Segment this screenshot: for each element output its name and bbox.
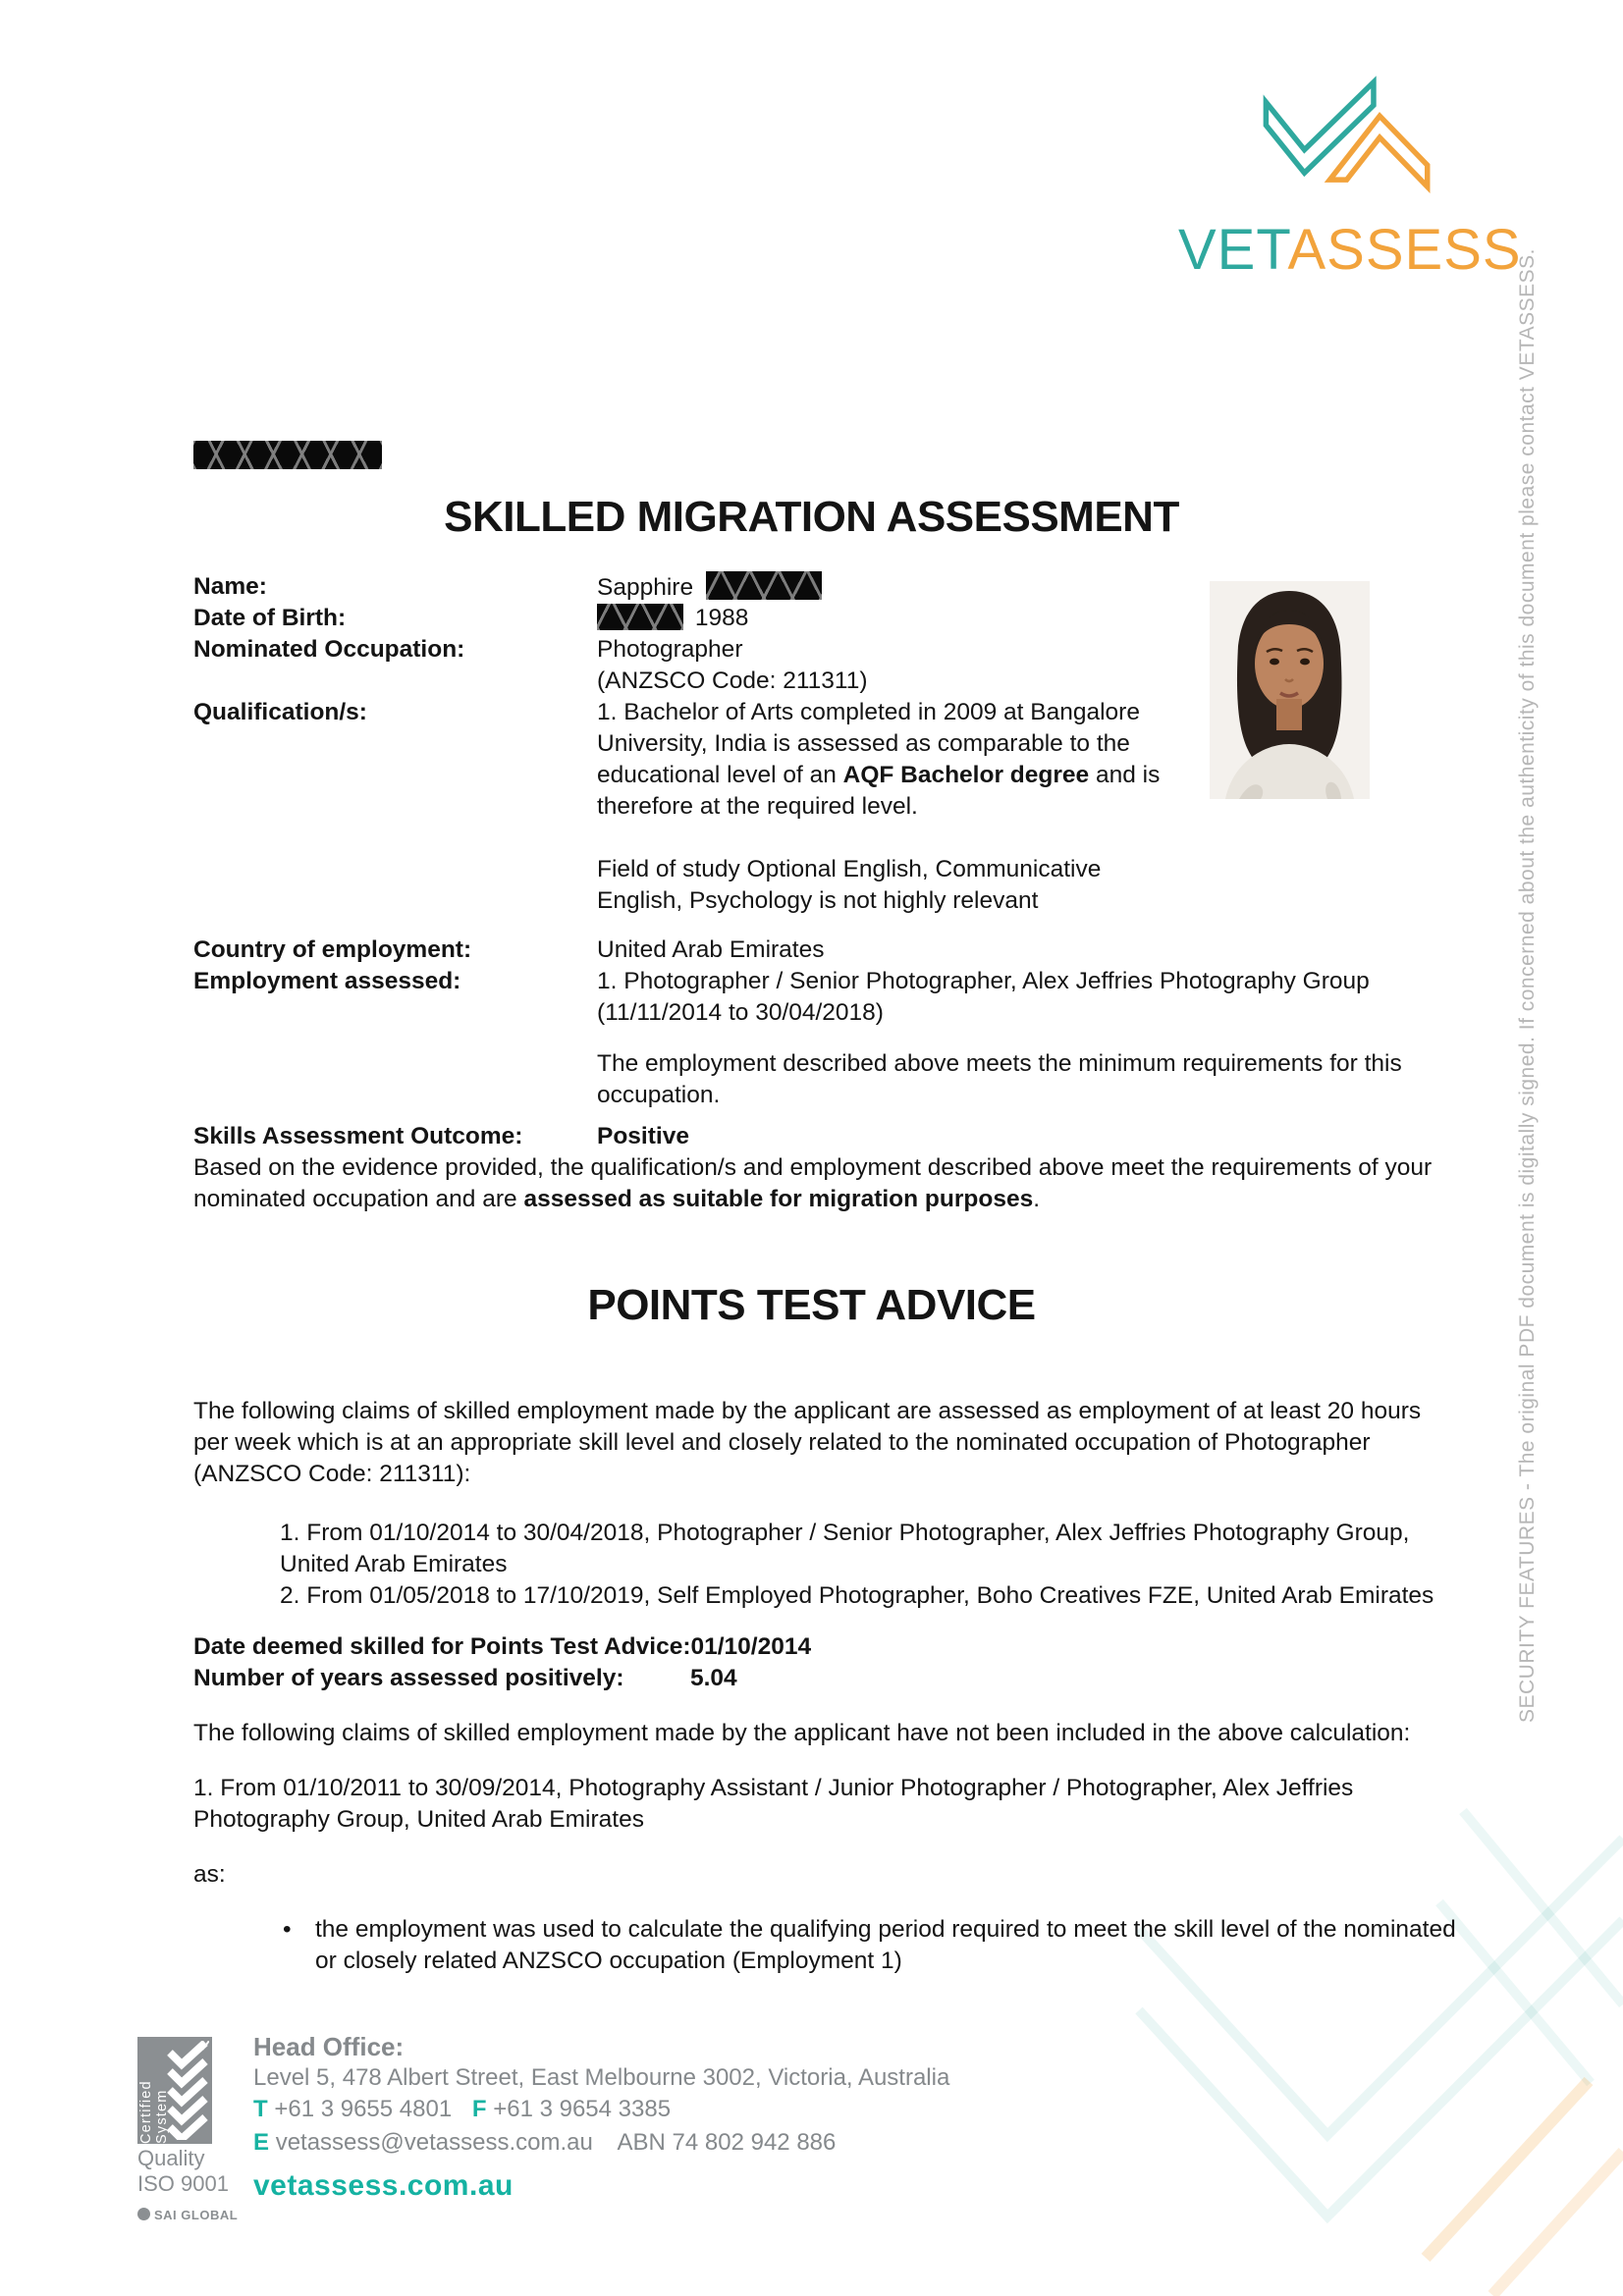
qualification-label: Qualification/s: — [193, 699, 367, 725]
phone-t-value: +61 3 9655 4801 — [274, 2096, 453, 2122]
employment-note-line: occupation. — [597, 1082, 721, 1108]
phone-row — [253, 2096, 671, 2123]
claim-item-line: United Arab Emirates — [280, 1551, 508, 1577]
employment-line: 1. Photographer / Senior Photographer, Alex Jeffries Photography Group — [597, 968, 1370, 994]
certified-system-badge — [137, 2037, 212, 2144]
claim-item-line: 1. From 01/10/2014 to 30/04/2018, Photographer / Senior Photographer, Alex Jeffries Photography Group, — [280, 1520, 1410, 1546]
occupation-value: Photographer — [597, 636, 743, 663]
outcome-paragraph-line: nominated occupation and are assessed as suitable for migration purposes. — [193, 1186, 1041, 1212]
years-label: Number of years assessed positively: — [193, 1665, 624, 1691]
vetassess-wordmark — [1178, 217, 1522, 283]
employment-line: (11/11/2014 to 30/04/2018) — [597, 999, 884, 1026]
phone-f-icon: F — [471, 2096, 487, 2122]
qualification-line: University, India is assessed as comparable to the — [597, 730, 1130, 757]
vetassess-logo-icon — [1257, 80, 1434, 202]
date-deemed-label: Date deemed skilled for Points Test Advice: — [193, 1633, 691, 1660]
dob-year-text: 1988 — [694, 605, 749, 631]
outcome-label: Skills Assessment Outcome: — [193, 1123, 523, 1149]
qualification-line: 1. Bachelor of Arts completed in 2009 at Bangalore — [597, 699, 1140, 725]
name-value — [597, 571, 822, 604]
qualification-line: therefore at the required level. — [597, 793, 918, 820]
qualification-line: educational level of an AQF Bachelor degree and is — [597, 762, 1161, 788]
bullet-glyph: • — [283, 1916, 292, 1943]
redacted-surname — [706, 571, 822, 600]
portrait-image — [1210, 581, 1370, 799]
aqf-bold-text: AQF Bachelor degree — [842, 762, 1090, 788]
outcome-paragraph — [193, 1152, 1470, 1215]
head-office-label: Head Office: — [253, 2032, 405, 2061]
points-intro — [193, 1396, 1489, 1490]
bullet-item — [283, 1914, 1520, 1977]
badge-checkmarks-icon — [160, 2041, 209, 2140]
qualification-value — [597, 697, 1186, 823]
claim-item-2: 2. From 01/05/2018 to 17/10/2019, Self Employed Photographer, Boho Creatives FZE, United Arab Emirates — [280, 1582, 1434, 1609]
email-row — [253, 2129, 836, 2157]
occupation-label: Nominated Occupation: — [193, 636, 465, 663]
phone-f-value: +61 3 9654 3385 — [493, 2096, 672, 2122]
name-label: Name: — [193, 573, 267, 600]
not-included-item — [193, 1773, 1489, 1836]
not-included-line: Photography Group, United Arab Emirates — [193, 1806, 644, 1833]
field-of-study-note — [597, 854, 1186, 917]
name-value-text: Sapphire — [597, 574, 694, 601]
points-intro-line: The following claims of skilled employment made by the applicant are assessed as employment of at least 20 hours — [193, 1398, 1422, 1424]
country-value: United Arab Emirates — [597, 936, 825, 963]
phone-t-icon: T — [253, 2096, 268, 2122]
redacted-birthdate — [597, 604, 683, 630]
employment-note-line: The employment described above meets the minimum requirements for this — [597, 1050, 1402, 1077]
wordmark-assess: ASSESS — [1287, 218, 1522, 282]
points-test-title: POINTS TEST ADVICE — [587, 1281, 1036, 1329]
certified-system-label: Certified System — [138, 2080, 170, 2144]
email-value: vetassess@vetassess.com.au — [275, 2129, 593, 2156]
bullet-line: the employment was used to calculate the qualifying period required to meet the skill level of the nominated — [315, 1916, 1456, 1943]
date-deemed-row — [193, 1631, 811, 1663]
employment-note — [597, 1048, 1481, 1111]
not-included-intro: The following claims of skilled employment made by the applicant have not been included in the above calculation: — [193, 1720, 1411, 1746]
country-label: Country of employment: — [193, 936, 472, 963]
outcome-paragraph-line: Based on the evidence provided, the qualification/s and employment described above meet the requirements of your — [193, 1154, 1433, 1181]
claim-item-1 — [280, 1518, 1497, 1580]
outcome-value: Positive — [597, 1123, 689, 1149]
iso-label: ISO 9001 — [137, 2171, 229, 2196]
bullet-line: or closely related ANZSCO occupation (Employment 1) — [315, 1948, 902, 1974]
not-included-line: 1. From 01/10/2011 to 30/09/2014, Photography Assistant / Junior Photographer / Photographer, Alex Jeffries — [193, 1775, 1354, 1801]
applicant-photo — [1210, 581, 1370, 799]
sai-global-icon — [137, 2208, 150, 2220]
quality-label: Quality — [137, 2146, 205, 2170]
field-of-study-line: English, Psychology is not highly relevant — [597, 887, 1039, 914]
redacted-reference-bar — [193, 441, 382, 469]
suitable-bold-text: assessed as suitable for migration purposes — [523, 1186, 1034, 1212]
points-intro-line: per week which is at an appropriate skill level and closely related to the nominated occupation of Photographer — [193, 1429, 1371, 1456]
head-office-address: Level 5, 478 Albert Street, East Melbourne 3002, Victoria, Australia — [253, 2064, 950, 2091]
years-value: 5.04 — [690, 1665, 737, 1691]
abn-value: ABN 74 802 942 886 — [617, 2129, 837, 2156]
occupation-code: (ANZSCO Code: 211311) — [597, 667, 868, 694]
field-of-study-line: Field of study Optional English, Communicative — [597, 856, 1102, 882]
as-label: as: — [193, 1861, 226, 1888]
sai-global-label: SAI GLOBAL — [154, 2208, 239, 2222]
email-e-icon: E — [253, 2129, 270, 2156]
wordmark-vet: VET — [1178, 218, 1288, 282]
security-features-text: SECURITY FEATURES - The original PDF document is digitally signed. If concerned about the authenticity of this document please contact VETASSESS. — [1516, 248, 1539, 1723]
page-title: SKILLED MIGRATION ASSESSMENT — [444, 493, 1179, 541]
employment-label: Employment assessed: — [193, 968, 461, 994]
quality-iso-caption — [137, 2146, 238, 2228]
date-deemed-value: 01/10/2014 — [690, 1633, 812, 1660]
dob-label: Date of Birth: — [193, 605, 347, 631]
website-link: vetassess.com.au — [253, 2169, 514, 2202]
points-intro-line: (ANZSCO Code: 211311): — [193, 1461, 471, 1487]
dob-value — [597, 603, 748, 634]
sai-global-logo — [137, 2200, 238, 2228]
watermark-chevrons — [1080, 1767, 1623, 2296]
employment-value — [597, 966, 1481, 1029]
